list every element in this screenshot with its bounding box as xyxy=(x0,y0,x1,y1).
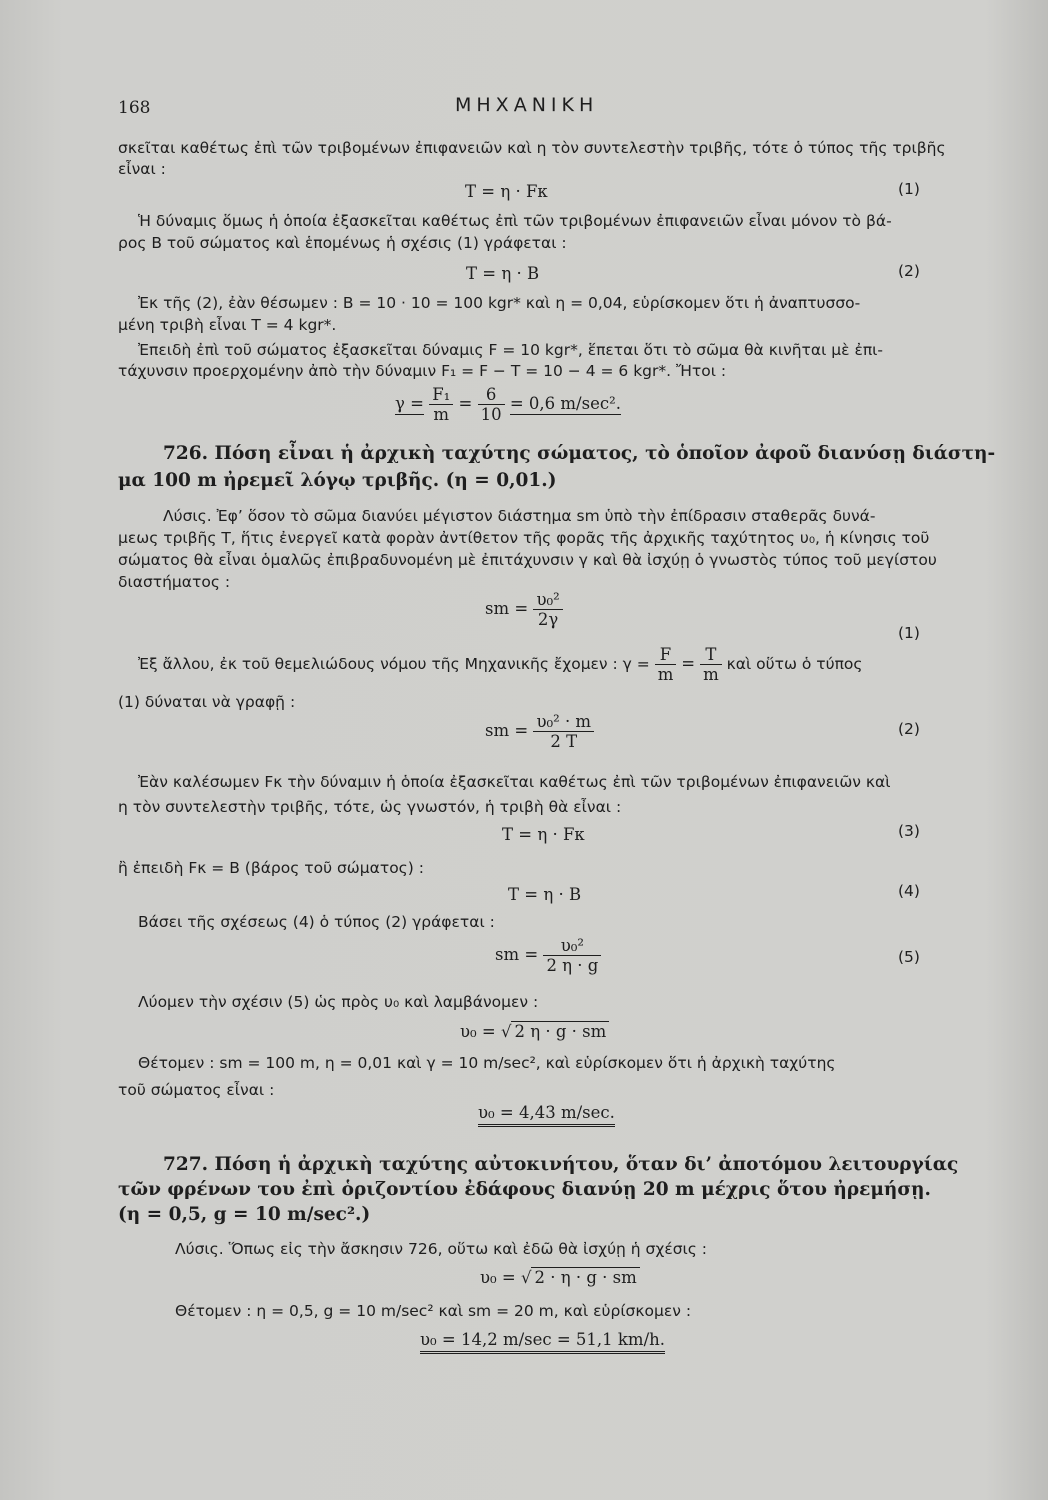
equation-number: (1) xyxy=(898,180,920,198)
equation: T = η · B xyxy=(466,264,540,283)
text-line: η τὸν συντελεστὴν τριβῆς, τότε, ὡς γνωστόν, ἡ τριβὴ θὰ εἶναι : xyxy=(118,798,622,816)
text-line: ρος B τοῦ σώματος καὶ ἑπομένως ἡ σχέσις (1) γράφεται : xyxy=(118,234,567,252)
text-line: Λύσις. Ἐφ’ ὅσον τὸ σῶμα διανύει μέγιστον διάστημα sm ὑπὸ τὴν ἐπίδρασιν σταθερᾶς δυνά- xyxy=(163,507,876,525)
radicand: 2 · η · g · sm xyxy=(531,1267,639,1287)
text-line: τάχυνσιν προερχομένην ἀπὸ τὴν δύναμιν F₁ = F − T = 10 − 4 = 6 kgr*. Ἤτοι : xyxy=(118,362,727,380)
text-line: σώματος θὰ εἶναι ὁμαλῶς ἐπιβραδυνομένη μὲ ἐπιτάχυνσιν γ καὶ θὰ ἰσχύῃ ὁ γνωστὸς τύπος τοῦ μεγίστου xyxy=(118,551,937,569)
fraction: $\frac{6}{10}$ xyxy=(478,385,505,424)
text-line: Λύομεν τὴν σχέσιν (5) ὡς πρὸς υ₀ καὶ λαμβάνομεν : xyxy=(138,993,539,1011)
text-line: (1) δύναται νὰ γραφῇ : xyxy=(118,693,296,711)
running-title: ΜΗΧΑΝΙΚΗ xyxy=(455,94,599,116)
equation: υ₀ = √ 2 · η · g · sm xyxy=(480,1268,640,1287)
text-line: Ἐκ τῆς (2), ἐὰν θέσωμεν : B = 10 · 10 = 100 kgr* καὶ η = 0,04, εὑρίσκομεν ὅτι ἡ ἀναπτυσσο- xyxy=(138,294,861,312)
equation: sm = $\frac{\text{υ₀²}}{2 \eta \cdot g}$ xyxy=(495,936,601,975)
text-line: μεως τριβῆς T, ἥτις ἐνεργεῖ κατὰ φορὰν ἀντίθετον τῆς φορᾶς τῆς ἀρχικῆς ταχύτητος υ₀, ἡ κίνησις τοῦ xyxy=(118,529,930,547)
equation-number: (2) xyxy=(898,262,920,280)
equation: T = η · B xyxy=(508,885,582,904)
text-line: σκεῖται καθέτως ἐπὶ τῶν τριβομένων ἐπιφανειῶν καὶ η τὸν συντελεστὴν τριβῆς, τότε ὁ τύπος τῆς τριβῆς xyxy=(118,139,946,157)
final-result: υ₀ = 14,2 m/sec = 51,1 km/h. xyxy=(420,1330,665,1354)
problem-title: μα 100 m ἠρεμεῖ λόγῳ τριβῆς. (η = 0,01.) xyxy=(118,470,557,491)
problem-title: 726. Πόση εἶναι ἡ ἀρχικὴ ταχύτης σώματος, τὸ ὁποῖον ἀφοῦ διανύσῃ διάστη- xyxy=(163,443,996,464)
text-line: ἢ ἐπειδὴ Fκ = B (βάρος τοῦ σώματος) : xyxy=(118,859,424,877)
text-line: τοῦ σώματος εἶναι : xyxy=(118,1081,275,1099)
text-line: Βάσει τῆς σχέσεως (4) ὁ τύπος (2) γράφεται : xyxy=(138,913,495,931)
text-line: Ἐὰν καλέσωμεν Fκ τὴν δύναμιν ἡ ὁποία ἐξασκεῖται καθέτως ἐπὶ τῶν τριβομένων ἐπιφανειῶν καὶ xyxy=(138,773,891,791)
acceleration-equation: γ = $\frac{\text{F₁}}{m}$ = $\frac{6}{10}$ = 0,6 m/sec². xyxy=(395,385,621,424)
equation: T = η · Fκ xyxy=(465,182,548,201)
equation-number: (3) xyxy=(898,822,920,840)
equation: T = η · Fκ xyxy=(502,825,585,844)
final-result: υ₀ = 4,43 m/sec. xyxy=(478,1103,615,1127)
text-line: Θέτομεν : sm = 100 m, η = 0,01 καὶ γ = 10 m/sec², καὶ εὑρίσκομεν ὅτι ἡ ἀρχικὴ ταχύτης xyxy=(138,1054,836,1072)
equation-number: (5) xyxy=(898,948,920,966)
equation: sm = $\frac{\text{υ₀²}}{2\gamma}$ xyxy=(485,590,563,629)
text-line: εἶναι : xyxy=(118,160,166,178)
equation: υ₀ = √ 2 η · g · sm xyxy=(460,1022,609,1041)
fraction: $\frac{\text{F₁}}{m}$ xyxy=(429,385,453,424)
page-number: 168 xyxy=(118,98,151,118)
text-line: μένη τριβὴ εἶναι T = 4 kgr*. xyxy=(118,316,337,334)
equation: sm = $\frac{\text{υ₀² · m}}{2 T}$ xyxy=(485,712,594,751)
fraction: $\frac{F}{m}$ xyxy=(655,645,677,684)
equation-number: (2) xyxy=(898,720,920,738)
problem-title: 727. Πόση ἡ ἀρχικὴ ταχύτης αὐτοκινήτου, ὅταν δι’ ἀποτόμου λειτουργίας xyxy=(163,1154,959,1175)
text-line: Ἡ δύναμις ὅμως ἡ ὁποία ἐξασκεῖται καθέτως ἐπὶ τῶν τριβομένων ἐπιφανειῶν εἶναι μόνον τὸ βά- xyxy=(138,212,892,230)
equation-number: (4) xyxy=(898,882,920,900)
fraction: $\frac{\text{υ₀² · m}}{2 T}$ xyxy=(533,712,594,751)
text-line: Λύσις. Ὅπως εἰς τὴν ἄσκησιν 726, οὕτω καὶ ἐδῶ θὰ ἰσχύῃ ἡ σχέσις : xyxy=(175,1240,708,1258)
radicand: 2 η · g · sm xyxy=(511,1021,609,1041)
text-line: Θέτομεν : η = 0,5, g = 10 m/sec² καὶ sm = 20 m, καὶ εὑρίσκομεν : xyxy=(175,1302,692,1320)
equation-number: (1) xyxy=(898,624,920,642)
text-line: Ἐξ ἄλλου, ἐκ τοῦ θεμελιώδους νόμου τῆς Μηχανικῆς ἔχομεν : γ = $\frac{F}{m}$ = $\frac{T}{m}$ καὶ οὕτω ὁ τύπος xyxy=(138,645,863,684)
text-line: Ἐπειδὴ ἐπὶ τοῦ σώματος ἐξασκεῖται δύναμις F = 10 kgr*, ἕπεται ὅτι τὸ σῶμα θὰ κινῆται μὲ ἐπι- xyxy=(138,341,883,359)
problem-title: (η = 0,5, g = 10 m/sec².) xyxy=(118,1204,371,1225)
result: = 0,6 m/sec². xyxy=(509,394,621,413)
fraction: $\frac{\text{υ₀²}}{2 \eta \cdot g}$ xyxy=(543,936,601,975)
fraction: $\frac{\text{υ₀²}}{2\gamma}$ xyxy=(533,590,562,629)
text-line: διαστήματος : xyxy=(118,573,231,591)
fraction: $\frac{T}{m}$ xyxy=(700,645,722,684)
problem-title: τῶν φρένων του ἐπὶ ὁριζοντίου ἐδάφους διανύῃ 20 m μέχρις ὅτου ἠρεμήσῃ. xyxy=(118,1179,931,1200)
